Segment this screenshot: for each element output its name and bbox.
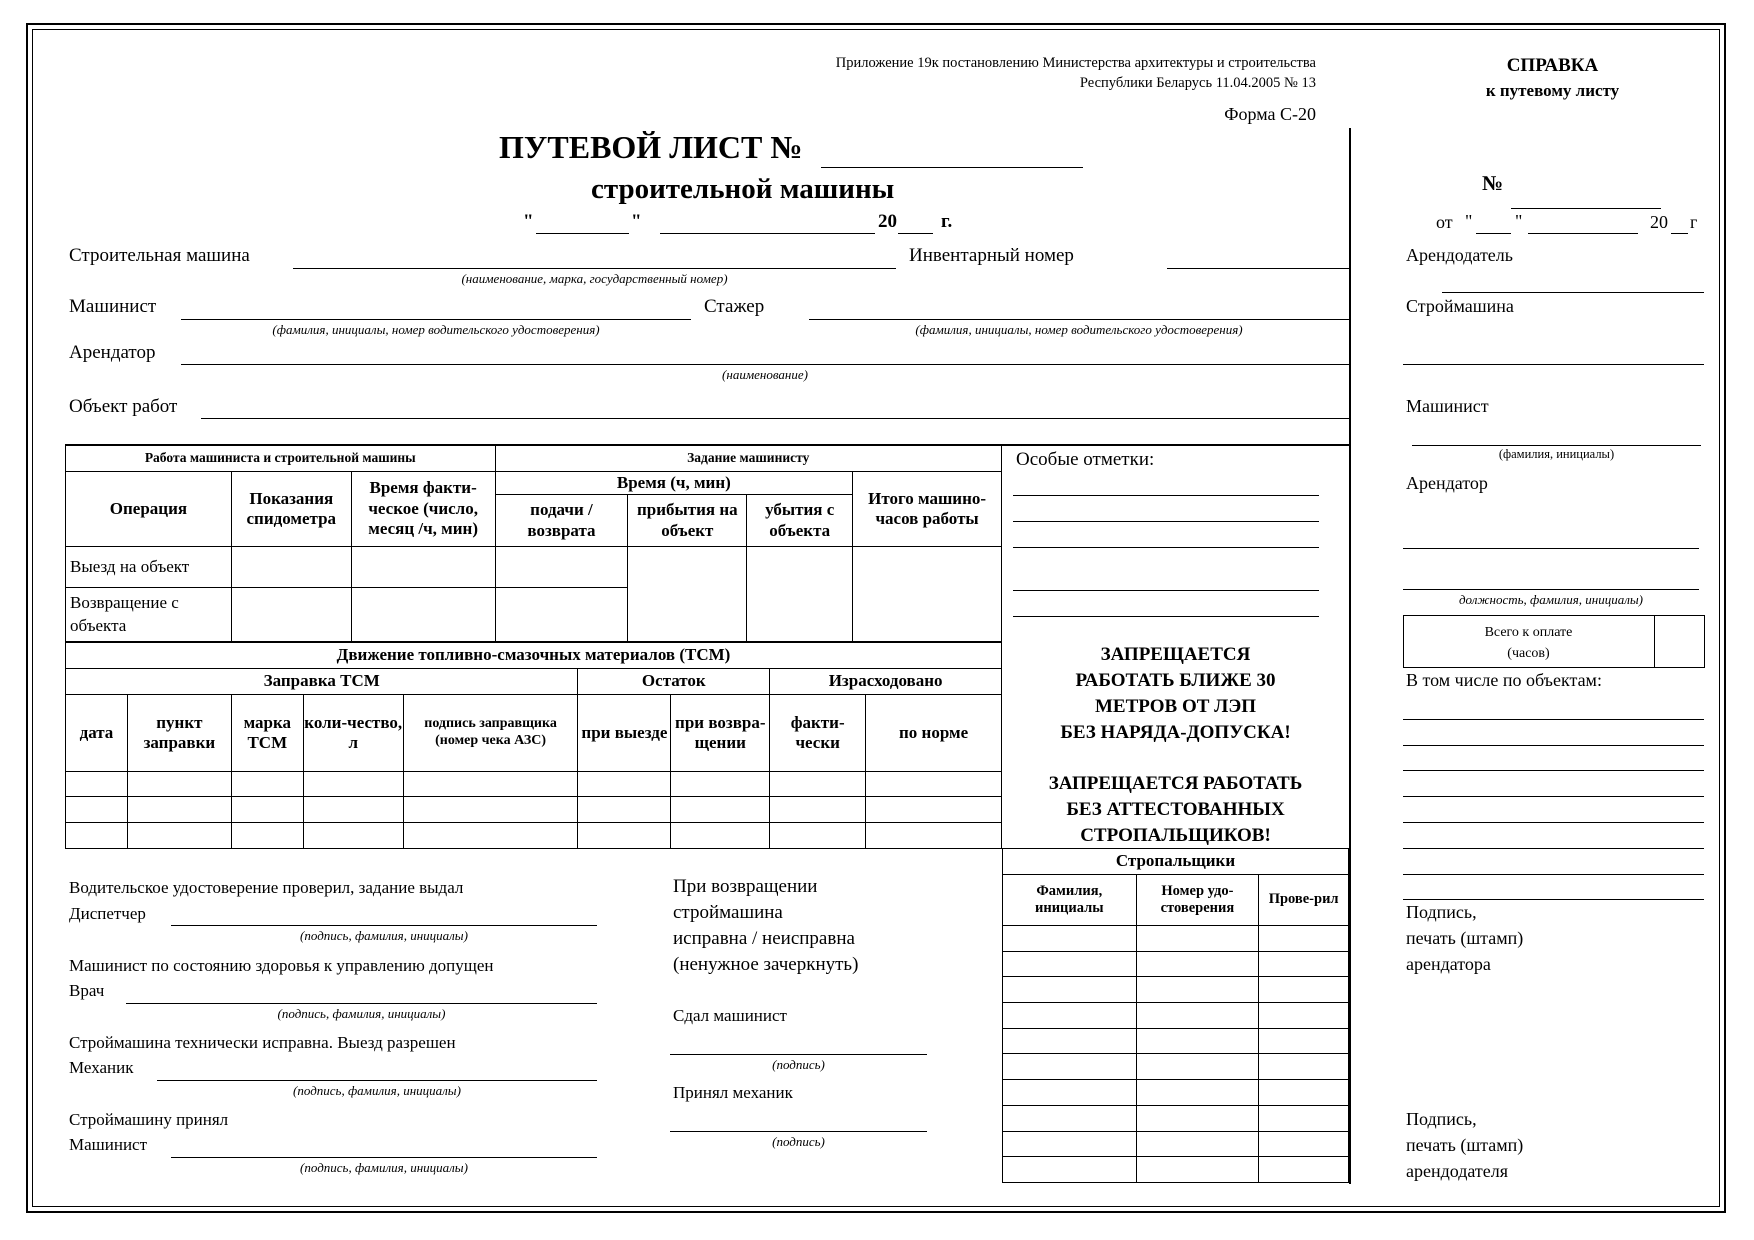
stub-machine-label: Строймашина bbox=[1406, 296, 1514, 316]
stub-object-line[interactable] bbox=[1403, 770, 1704, 771]
operator-field[interactable] bbox=[181, 319, 691, 320]
fuel-group-used: Израсходовано bbox=[770, 669, 1002, 695]
table-cell[interactable] bbox=[1136, 1054, 1259, 1080]
fuel-group-refuel: Заправка ТСМ bbox=[66, 669, 578, 695]
col-norm: по норме bbox=[866, 695, 1002, 772]
table-cell[interactable] bbox=[853, 547, 1002, 642]
special-top-border bbox=[1002, 445, 1349, 446]
stub-number-line[interactable] bbox=[1511, 208, 1661, 209]
table-cell[interactable] bbox=[1259, 1131, 1349, 1157]
trainee-label: Стажер bbox=[704, 296, 765, 317]
warning-slingers-line-3: СТРОПАЛЬЩИКОВ! bbox=[1080, 825, 1271, 846]
table-cell[interactable] bbox=[866, 772, 1002, 797]
stub-lessee-hint: должность, фамилия, инициалы) bbox=[1458, 592, 1644, 607]
table-cell[interactable] bbox=[66, 797, 128, 823]
table-cell[interactable] bbox=[1136, 926, 1259, 952]
stub-by-objects-label: В том числе по объектам: bbox=[1406, 670, 1602, 690]
tech-ok-text: Строймашина технически исправна. Выезд разрешен bbox=[69, 1033, 456, 1052]
mechanic-label: Механик bbox=[69, 1058, 134, 1077]
stub-lessee-position-line[interactable] bbox=[1403, 589, 1699, 590]
table-cell[interactable] bbox=[628, 547, 747, 642]
license-checked-text: Водительское удостоверение проверил, задание выдал bbox=[69, 878, 464, 897]
stub-sign-lessor-1: Подпись, bbox=[1406, 1109, 1477, 1129]
table-cell[interactable] bbox=[866, 797, 1002, 823]
table-cell[interactable] bbox=[1259, 1054, 1349, 1080]
table-cell[interactable] bbox=[1259, 1157, 1349, 1183]
work-table bbox=[65, 445, 1002, 642]
stub-date-day-line[interactable] bbox=[1476, 233, 1511, 234]
stub-year-line[interactable] bbox=[1671, 233, 1688, 234]
work-group-header: Работа машиниста и строительной машины bbox=[66, 446, 496, 472]
table-cell[interactable] bbox=[403, 823, 578, 849]
stub-machine-line[interactable] bbox=[1403, 364, 1704, 365]
stub-object-line[interactable] bbox=[1403, 745, 1704, 746]
table-cell[interactable] bbox=[351, 588, 495, 642]
special-notes-label: Особые отметки: bbox=[1016, 449, 1155, 470]
table-cell[interactable] bbox=[770, 772, 866, 797]
date-quote-close: " bbox=[631, 211, 642, 232]
stub-object-line[interactable] bbox=[1403, 796, 1704, 797]
col-speedometer: Показания спидометра bbox=[231, 472, 351, 547]
row-return-label: Возвращение с объекта bbox=[66, 588, 232, 642]
stub-sign-lessor-3: арендодателя bbox=[1406, 1161, 1509, 1181]
stub-total-pay-input[interactable] bbox=[1655, 616, 1704, 667]
appendix-line-2: Республики Беларусь 11.04.2005 № 13 bbox=[1079, 75, 1316, 91]
stub-operator-hint: (фамилия, инициалы) bbox=[1498, 447, 1615, 461]
table-cell[interactable] bbox=[403, 797, 578, 823]
dispatcher-label: Диспетчер bbox=[69, 904, 146, 923]
stub-g: г bbox=[1690, 212, 1698, 232]
special-notes-line[interactable] bbox=[1013, 616, 1319, 617]
stub-object-line[interactable] bbox=[1403, 874, 1704, 875]
col-date: дата bbox=[66, 695, 128, 772]
table-cell[interactable] bbox=[1259, 1003, 1349, 1029]
return-text-2: строймашина bbox=[673, 902, 783, 923]
stub-quote-close: " bbox=[1515, 211, 1523, 231]
table-cell[interactable] bbox=[1136, 977, 1259, 1003]
table-cell[interactable] bbox=[578, 772, 671, 797]
stub-sign-lessee-2: печать (штамп) bbox=[1406, 928, 1524, 948]
stub-operator-line[interactable] bbox=[1412, 445, 1701, 446]
stub-sign-lessee-1: Подпись, bbox=[1406, 902, 1477, 922]
table-cell[interactable] bbox=[127, 823, 231, 849]
page-subtitle: строительной машины bbox=[591, 173, 895, 205]
table-cell[interactable] bbox=[1259, 951, 1349, 977]
operator-hint: (фамилия, инициалы, номер водительского удостоверения) bbox=[272, 322, 600, 337]
table-cell[interactable] bbox=[495, 547, 628, 588]
warning-power-line-4: БЕЗ НАРЯДА-ДОПУСКА! bbox=[1060, 722, 1291, 743]
table-cell[interactable] bbox=[671, 797, 770, 823]
warning-slingers-line-2: БЕЗ АТТЕСТОВАННЫХ bbox=[1066, 799, 1285, 820]
table-cell[interactable] bbox=[231, 823, 303, 849]
slingers-table bbox=[1002, 848, 1349, 1183]
table-cell[interactable] bbox=[1003, 977, 1137, 1003]
table-cell[interactable] bbox=[1136, 1157, 1259, 1183]
table-cell[interactable] bbox=[1259, 1105, 1349, 1131]
table-cell[interactable] bbox=[770, 797, 866, 823]
table-cell[interactable] bbox=[1003, 926, 1137, 952]
fuel-title: Движение топливно-смазочных материалов (ТСМ) bbox=[66, 643, 1002, 669]
table-cell[interactable] bbox=[1136, 951, 1259, 977]
trainee-field[interactable] bbox=[809, 319, 1349, 320]
table-cell[interactable] bbox=[1136, 1105, 1259, 1131]
health-text: Машинист по состоянию здоровья к управлению допущен bbox=[69, 956, 494, 975]
table-cell[interactable] bbox=[671, 823, 770, 849]
col-delivery: подачи / возврата bbox=[495, 495, 628, 547]
received-by-hint: (подпись) bbox=[772, 1134, 825, 1149]
date-quote-open: " bbox=[523, 211, 534, 232]
return-text-3: исправна / неисправна bbox=[673, 928, 855, 949]
doctor-hint: (подпись, фамилия, инициалы) bbox=[277, 1006, 446, 1021]
handed-by-label: Сдал машинист bbox=[673, 1006, 787, 1025]
appendix-line-1: Приложение 19к постановлению Министерства архитектуры и строительства bbox=[835, 55, 1316, 71]
stub-object-line[interactable] bbox=[1403, 848, 1704, 849]
stub-subtitle: к путевому листу bbox=[1485, 81, 1620, 100]
table-cell[interactable] bbox=[231, 588, 351, 642]
mechanic-hint: (подпись, фамилия, инициалы) bbox=[293, 1083, 461, 1098]
warning-power-line-2: РАБОТАТЬ БЛИЖЕ 30 bbox=[1075, 670, 1276, 691]
table-cell[interactable] bbox=[403, 772, 578, 797]
accepted-text: Строймашину принял bbox=[69, 1110, 229, 1129]
table-cell[interactable] bbox=[1003, 1003, 1137, 1029]
received-by-label: Принял механик bbox=[673, 1083, 793, 1102]
stub-from: от bbox=[1436, 212, 1453, 232]
date-month-line[interactable] bbox=[660, 233, 875, 234]
stub-number-sign: № bbox=[1482, 171, 1504, 195]
operator-signature-line[interactable] bbox=[171, 1157, 597, 1158]
machine-hint: (наименование, марка, государственный номер) bbox=[461, 271, 728, 286]
stub-date-month-line[interactable] bbox=[1528, 233, 1638, 234]
col-quantity: коли-чество, л bbox=[303, 695, 403, 772]
warning-power-line-1: ЗАПРЕЩАЕТСЯ bbox=[1100, 644, 1251, 665]
table-cell[interactable] bbox=[66, 772, 128, 797]
special-notes-line[interactable] bbox=[1013, 590, 1319, 591]
col-brand: марка ТСМ bbox=[231, 695, 303, 772]
stub-title: СПРАВКА bbox=[1506, 55, 1599, 76]
machine-field[interactable] bbox=[293, 268, 896, 269]
table-cell[interactable] bbox=[1136, 1080, 1259, 1106]
lessee-label: Арендатор bbox=[69, 342, 156, 363]
mechanic-signature-line[interactable] bbox=[157, 1080, 597, 1081]
table-cell[interactable] bbox=[1003, 1131, 1137, 1157]
stub-divider bbox=[1349, 128, 1351, 1184]
fuel-group-balance: Остаток bbox=[578, 669, 770, 695]
table-cell[interactable] bbox=[1003, 1105, 1137, 1131]
site-field[interactable] bbox=[201, 418, 1349, 419]
table-cell[interactable] bbox=[231, 547, 351, 588]
table-cell[interactable] bbox=[1136, 1131, 1259, 1157]
col-point: пункт заправки bbox=[127, 695, 231, 772]
table-cell[interactable] bbox=[1259, 1080, 1349, 1106]
col-actual-time: Время факти-ческое (число, месяц /ч, мин) bbox=[351, 472, 495, 547]
table-cell[interactable] bbox=[351, 547, 495, 588]
table-cell[interactable] bbox=[1003, 1054, 1137, 1080]
table-cell[interactable] bbox=[231, 797, 303, 823]
date-day-line[interactable] bbox=[536, 233, 629, 234]
slingers-title: Стропальщики bbox=[1003, 849, 1349, 875]
stub-lessor-label: Арендодатель bbox=[1406, 245, 1513, 265]
table-cell[interactable] bbox=[1003, 1080, 1137, 1106]
trainee-hint: (фамилия, инициалы, номер водительского удостоверения) bbox=[915, 322, 1243, 337]
table-cell[interactable] bbox=[747, 547, 853, 642]
stub-sign-lessee-3: арендатора bbox=[1406, 954, 1491, 974]
table-cell[interactable] bbox=[866, 823, 1002, 849]
stub-total-pay-label-2: (часов) bbox=[1507, 646, 1550, 661]
warning-power-line-3: МЕТРОВ ОТ ЛЭП bbox=[1095, 696, 1256, 717]
col-total-hours: Итого машино-часов работы bbox=[853, 472, 1002, 547]
special-notes-line[interactable] bbox=[1013, 495, 1319, 496]
table-cell[interactable] bbox=[303, 823, 403, 849]
table-cell[interactable] bbox=[127, 797, 231, 823]
col-on-return: при возвра-щении bbox=[671, 695, 770, 772]
return-text-4: (ненужное зачеркнуть) bbox=[673, 954, 859, 975]
col-arrival: прибытия на объект bbox=[628, 495, 747, 547]
handed-by-hint: (подпись) bbox=[772, 1057, 825, 1072]
task-group-header: Задание машинисту bbox=[495, 446, 1001, 472]
table-cell[interactable] bbox=[578, 797, 671, 823]
table-cell[interactable] bbox=[770, 823, 866, 849]
stub-operator-label: Машинист bbox=[1406, 396, 1489, 416]
table-cell[interactable] bbox=[495, 588, 628, 642]
col-slinger-name: Фамилия, инициалы bbox=[1003, 875, 1137, 926]
special-notes-line[interactable] bbox=[1013, 521, 1319, 522]
doctor-label: Врач bbox=[69, 981, 105, 1000]
col-slinger-checked: Прове-рил bbox=[1259, 875, 1349, 926]
special-notes-line[interactable] bbox=[1013, 547, 1319, 548]
stub-year-prefix: 20 bbox=[1650, 212, 1668, 232]
table-cell[interactable] bbox=[671, 772, 770, 797]
stub-object-line[interactable] bbox=[1403, 822, 1704, 823]
doc-number-line[interactable] bbox=[821, 167, 1083, 168]
page-title: ПУТЕВОЙ ЛИСТ № bbox=[499, 129, 803, 165]
stub-quote-open: " bbox=[1465, 211, 1473, 231]
table-cell[interactable] bbox=[1003, 1157, 1137, 1183]
col-actual: факти-чески bbox=[770, 695, 866, 772]
inventory-label: Инвентарный номер bbox=[909, 245, 1074, 266]
site-label: Объект работ bbox=[69, 396, 178, 417]
stub-lessee-label: Арендатор bbox=[1406, 473, 1488, 493]
lessee-field[interactable] bbox=[181, 364, 1349, 365]
table-cell[interactable] bbox=[1259, 977, 1349, 1003]
table-cell[interactable] bbox=[1136, 1003, 1259, 1029]
received-by-signature-line[interactable] bbox=[670, 1131, 927, 1132]
col-on-departure: при выезде bbox=[578, 695, 671, 772]
warning-slingers-line-1: ЗАПРЕЩАЕТСЯ РАБОТАТЬ bbox=[1048, 773, 1303, 794]
col-fueler-sign: подпись заправщика (номер чека АЗС) bbox=[403, 695, 578, 772]
stub-object-line[interactable] bbox=[1403, 719, 1704, 720]
table-cell[interactable] bbox=[1259, 926, 1349, 952]
table-cell[interactable] bbox=[303, 772, 403, 797]
stub-lessee-line[interactable] bbox=[1403, 548, 1699, 549]
col-time-group: Время (ч, мин) bbox=[495, 472, 853, 495]
lessee-hint: (наименование) bbox=[722, 367, 808, 382]
dispatcher-hint: (подпись, фамилия, инициалы) bbox=[300, 928, 468, 943]
stub-sign-lessor-2: печать (штамп) bbox=[1406, 1135, 1524, 1155]
col-slinger-cert: Номер удо-стоверения bbox=[1136, 875, 1259, 926]
stub-lessor-line[interactable] bbox=[1442, 292, 1704, 293]
col-operation: Операция bbox=[66, 472, 232, 547]
table-cell[interactable] bbox=[303, 797, 403, 823]
table-cell[interactable] bbox=[1259, 1028, 1349, 1054]
doctor-signature-line[interactable] bbox=[126, 1003, 597, 1004]
table-cell[interactable] bbox=[1003, 1028, 1137, 1054]
dispatcher-signature-line[interactable] bbox=[171, 925, 597, 926]
table-cell[interactable] bbox=[1003, 951, 1137, 977]
form-code: Форма С-20 bbox=[1224, 104, 1316, 124]
date-g: г. bbox=[941, 211, 953, 232]
operator-sign-hint: (подпись, фамилия, инициалы) bbox=[300, 1160, 468, 1175]
operator-label: Машинист bbox=[69, 296, 157, 317]
col-departure: убытия с объекта bbox=[747, 495, 853, 547]
table-cell[interactable] bbox=[1136, 1028, 1259, 1054]
row-departure-label: Выезд на объект bbox=[66, 547, 232, 588]
table-cell[interactable] bbox=[578, 823, 671, 849]
table-cell[interactable] bbox=[127, 772, 231, 797]
date-year-prefix: 20 bbox=[878, 211, 897, 232]
return-text-1: При возвращении bbox=[673, 876, 818, 897]
fuel-table bbox=[65, 642, 1002, 849]
stub-object-line[interactable] bbox=[1403, 899, 1704, 900]
stub-total-pay-label-1: Всего к оплате bbox=[1484, 625, 1573, 640]
machine-label: Строительная машина bbox=[69, 245, 250, 266]
handed-by-signature-line[interactable] bbox=[670, 1054, 927, 1055]
operator-sign-label: Машинист bbox=[69, 1135, 148, 1154]
table-cell[interactable] bbox=[66, 823, 128, 849]
inventory-field[interactable] bbox=[1167, 268, 1349, 269]
date-year-line[interactable] bbox=[898, 233, 933, 234]
table-cell[interactable] bbox=[231, 772, 303, 797]
